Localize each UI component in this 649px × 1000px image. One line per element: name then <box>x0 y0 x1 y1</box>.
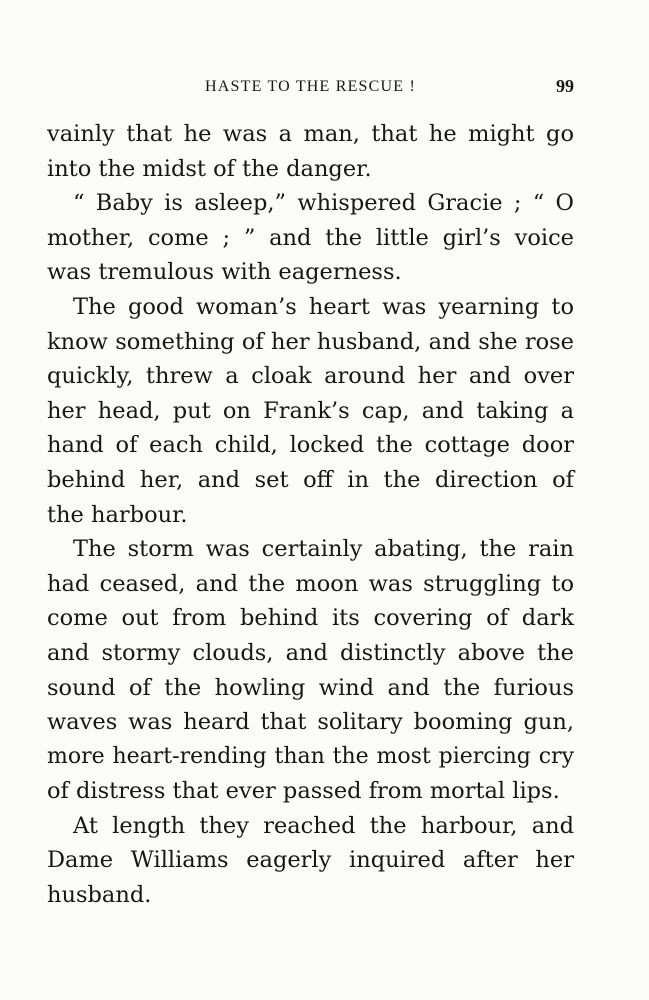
body-text <box>47 117 574 913</box>
text-line: the harbour. <box>47 501 188 528</box>
text-line: waves was heard that solitary booming gun, <box>47 709 574 736</box>
text-line: The storm was certainly abating, the rain <box>73 536 574 563</box>
text-line: At length they reached the harbour, and <box>73 812 574 839</box>
text-line: vainly that he was a man, that he might go <box>47 121 574 147</box>
text-line: know something of her husband, and she rose <box>47 328 574 355</box>
text-line: was tremulous with eagerness. <box>47 259 402 286</box>
running-title: HASTE TO THE RESCUE ! <box>205 78 416 95</box>
text-line: sound of the howling wind and the furious <box>47 674 574 701</box>
text-line: husband. <box>47 882 152 909</box>
text-line: “ Baby is asleep,” whispered Gracie ; “ O <box>73 190 574 217</box>
text-line: and stormy clouds, and distinctly above the <box>47 639 574 666</box>
text-line: had ceased, and the moon was struggling to <box>47 570 574 597</box>
text-line: into the midst of the danger. <box>47 155 372 182</box>
text-line: behind her, and set off in the direction of <box>47 466 574 493</box>
text-line: come out from behind its covering of dark <box>47 605 574 632</box>
text-line: quickly, threw a cloak around her and over <box>47 363 574 390</box>
running-head <box>47 74 574 98</box>
text-line: more heart-rending than the most piercing cry <box>47 743 574 769</box>
text-line: her head, put on Frank’s cap, and taking a <box>47 397 574 424</box>
text-line: The good woman’s heart was yearning to <box>73 293 574 320</box>
text-line: Dame Williams eagerly inquired after her <box>47 847 574 874</box>
page-number: 99 <box>556 76 574 96</box>
text-line: of distress that ever passed from mortal lips. <box>47 778 560 805</box>
text-line: hand of each child, locked the cottage door <box>47 432 574 459</box>
text-line: mother, come ; ” and the little girl’s voice <box>47 224 574 251</box>
